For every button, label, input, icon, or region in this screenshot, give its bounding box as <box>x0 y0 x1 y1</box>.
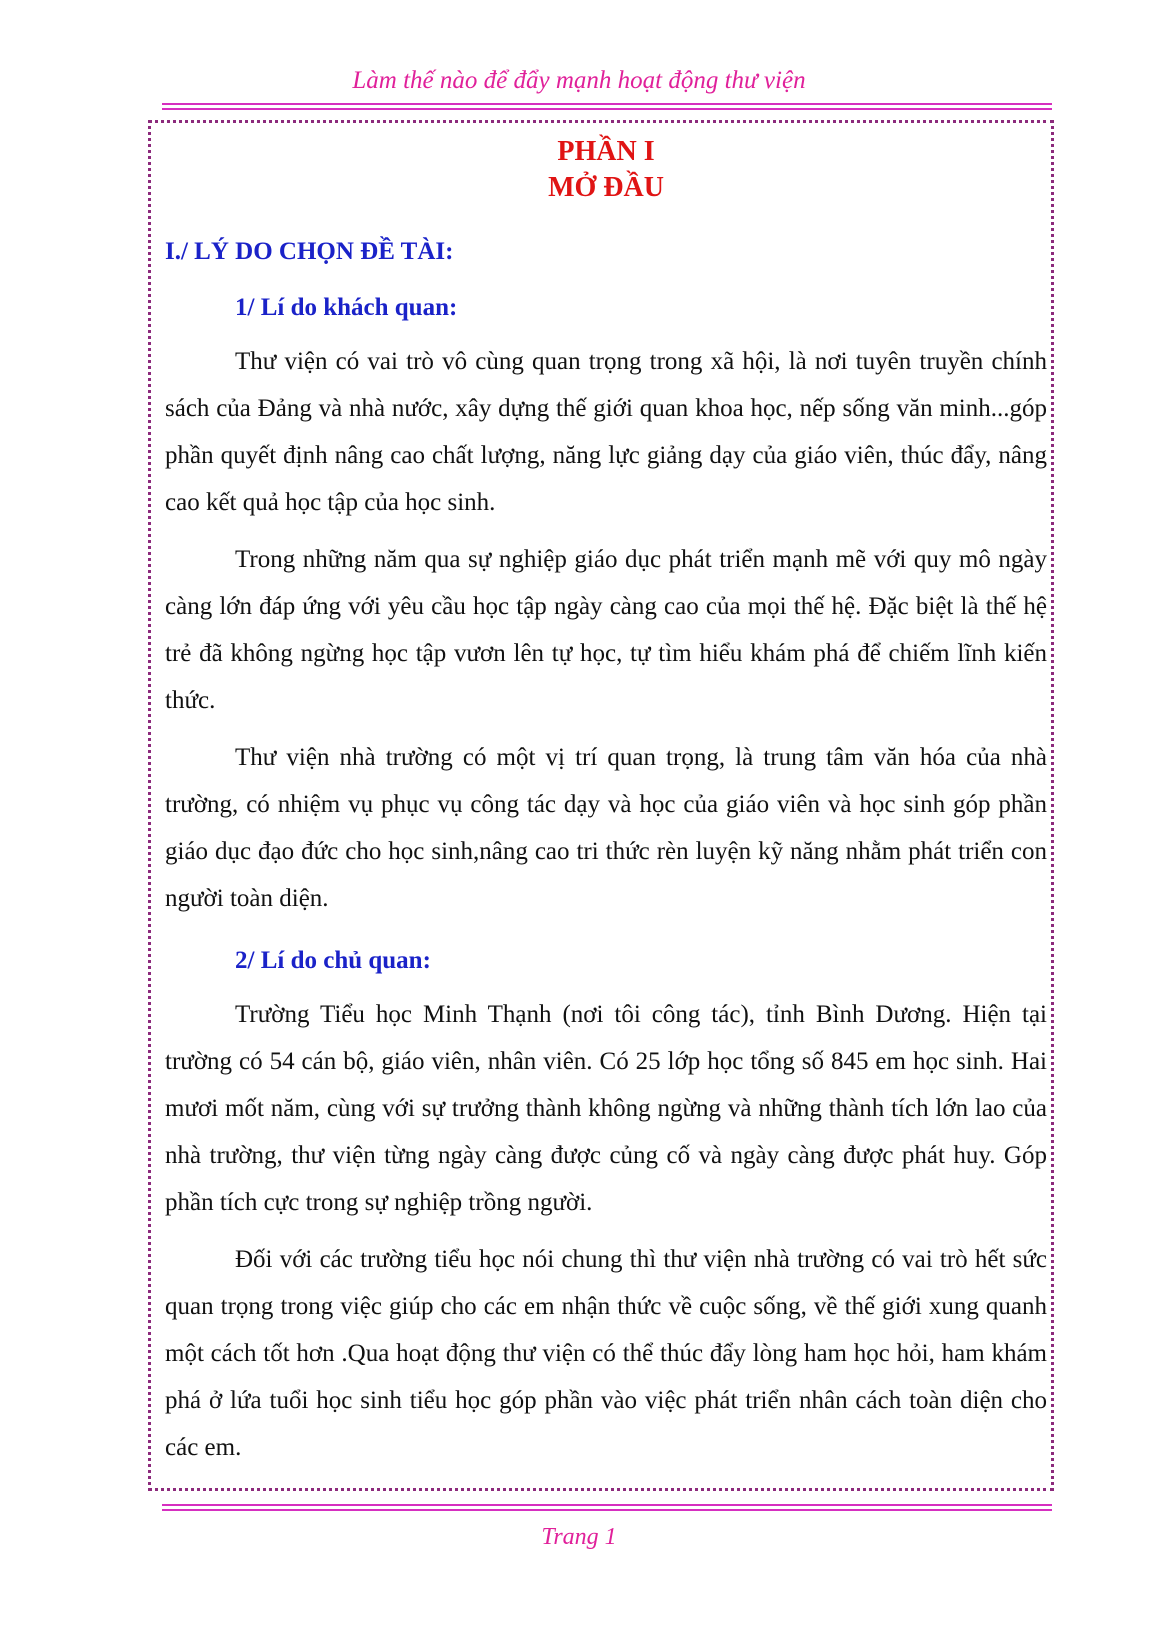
subsection-heading-subjective: 2/ Lí do chủ quan: <box>235 947 431 974</box>
section-heading: I./ LÝ DO CHỌN ĐỀ TÀI: <box>165 238 454 265</box>
paragraph: Thư viện có vai trò vô cùng quan trọng trong xã hội, là nơi tuyên truyền chính sách của Đảng và nhà nước, xây dựng thế giới quan khoa học, nếp sống văn minh...góp phần quyết định nâng cao chất lượng, năng lực giảng dạy của giáo viên, thúc đẩy, nâng cao kết quả học tập của học sinh. <box>165 348 1047 516</box>
header-double-rule <box>162 103 1052 110</box>
paragraph: Đối với các trường tiểu học nói chung thì thư viện nhà trường có vai trò hết sức quan trọng trong việc giúp cho các em nhận thức về cuộc sống, về thế giới xung quanh một cách tốt hơn .Qua hoạt động thư viện có thể thúc đẩy lòng ham học hỏi, ham khám phá ở lứa tuổi học sinh tiểu học góp phần vào việc phát triển nhân cách toàn diện cho các em. <box>165 1246 1047 1461</box>
running-header-title: Làm thế nào để đẩy mạnh hoạt động thư viện <box>352 67 806 94</box>
paragraph: Trường Tiểu học Minh Thạnh (nơi tôi công tác), tỉnh Bình Dương. Hiện tại trường có 54 cán bộ, giáo viên, nhân viên. Có 25 lớp học tổng số 845 em học sinh. Hai mươi mốt năm, cùng với sự trưởng thành không ngừng và những thành tích lớn lao của nhà trường, thư viện từng ngày càng được củng cố và ngày càng được phát huy. Góp phần tích cực trong sự nghiệp trồng người. <box>165 1001 1047 1216</box>
paragraph: Trong những năm qua sự nghiệp giáo dục phát triển mạnh mẽ với quy mô ngày càng lớn đáp ứng với yêu cầu học tập ngày càng cao của mọi thế hệ. Đặc biệt là thế hệ trẻ đã không ngừng học tập vươn lên tự học, tự tìm hiểu khám phá để chiếm lĩnh kiến thức. <box>165 546 1047 714</box>
page-number: Trang 1 <box>541 1524 617 1550</box>
document-body <box>165 134 1047 1471</box>
footer-double-rule <box>162 1504 1052 1511</box>
subsection-heading-objective: 1/ Lí do khách quan: <box>235 294 458 321</box>
part-title: MỞ ĐẦU <box>548 172 664 203</box>
paragraph: Thư viện nhà trường có một vị trí quan trọng, là trung tâm văn hóa của nhà trường, có nhiệm vụ phục vụ công tác dạy và học của giáo viên và học sinh góp phần giáo dục đạo đức cho học sinh,nâng cao tri thức rèn luyện kỹ năng nhằm phát triển con người toàn diện. <box>165 744 1047 912</box>
part-label: PHẦN I <box>557 136 655 167</box>
